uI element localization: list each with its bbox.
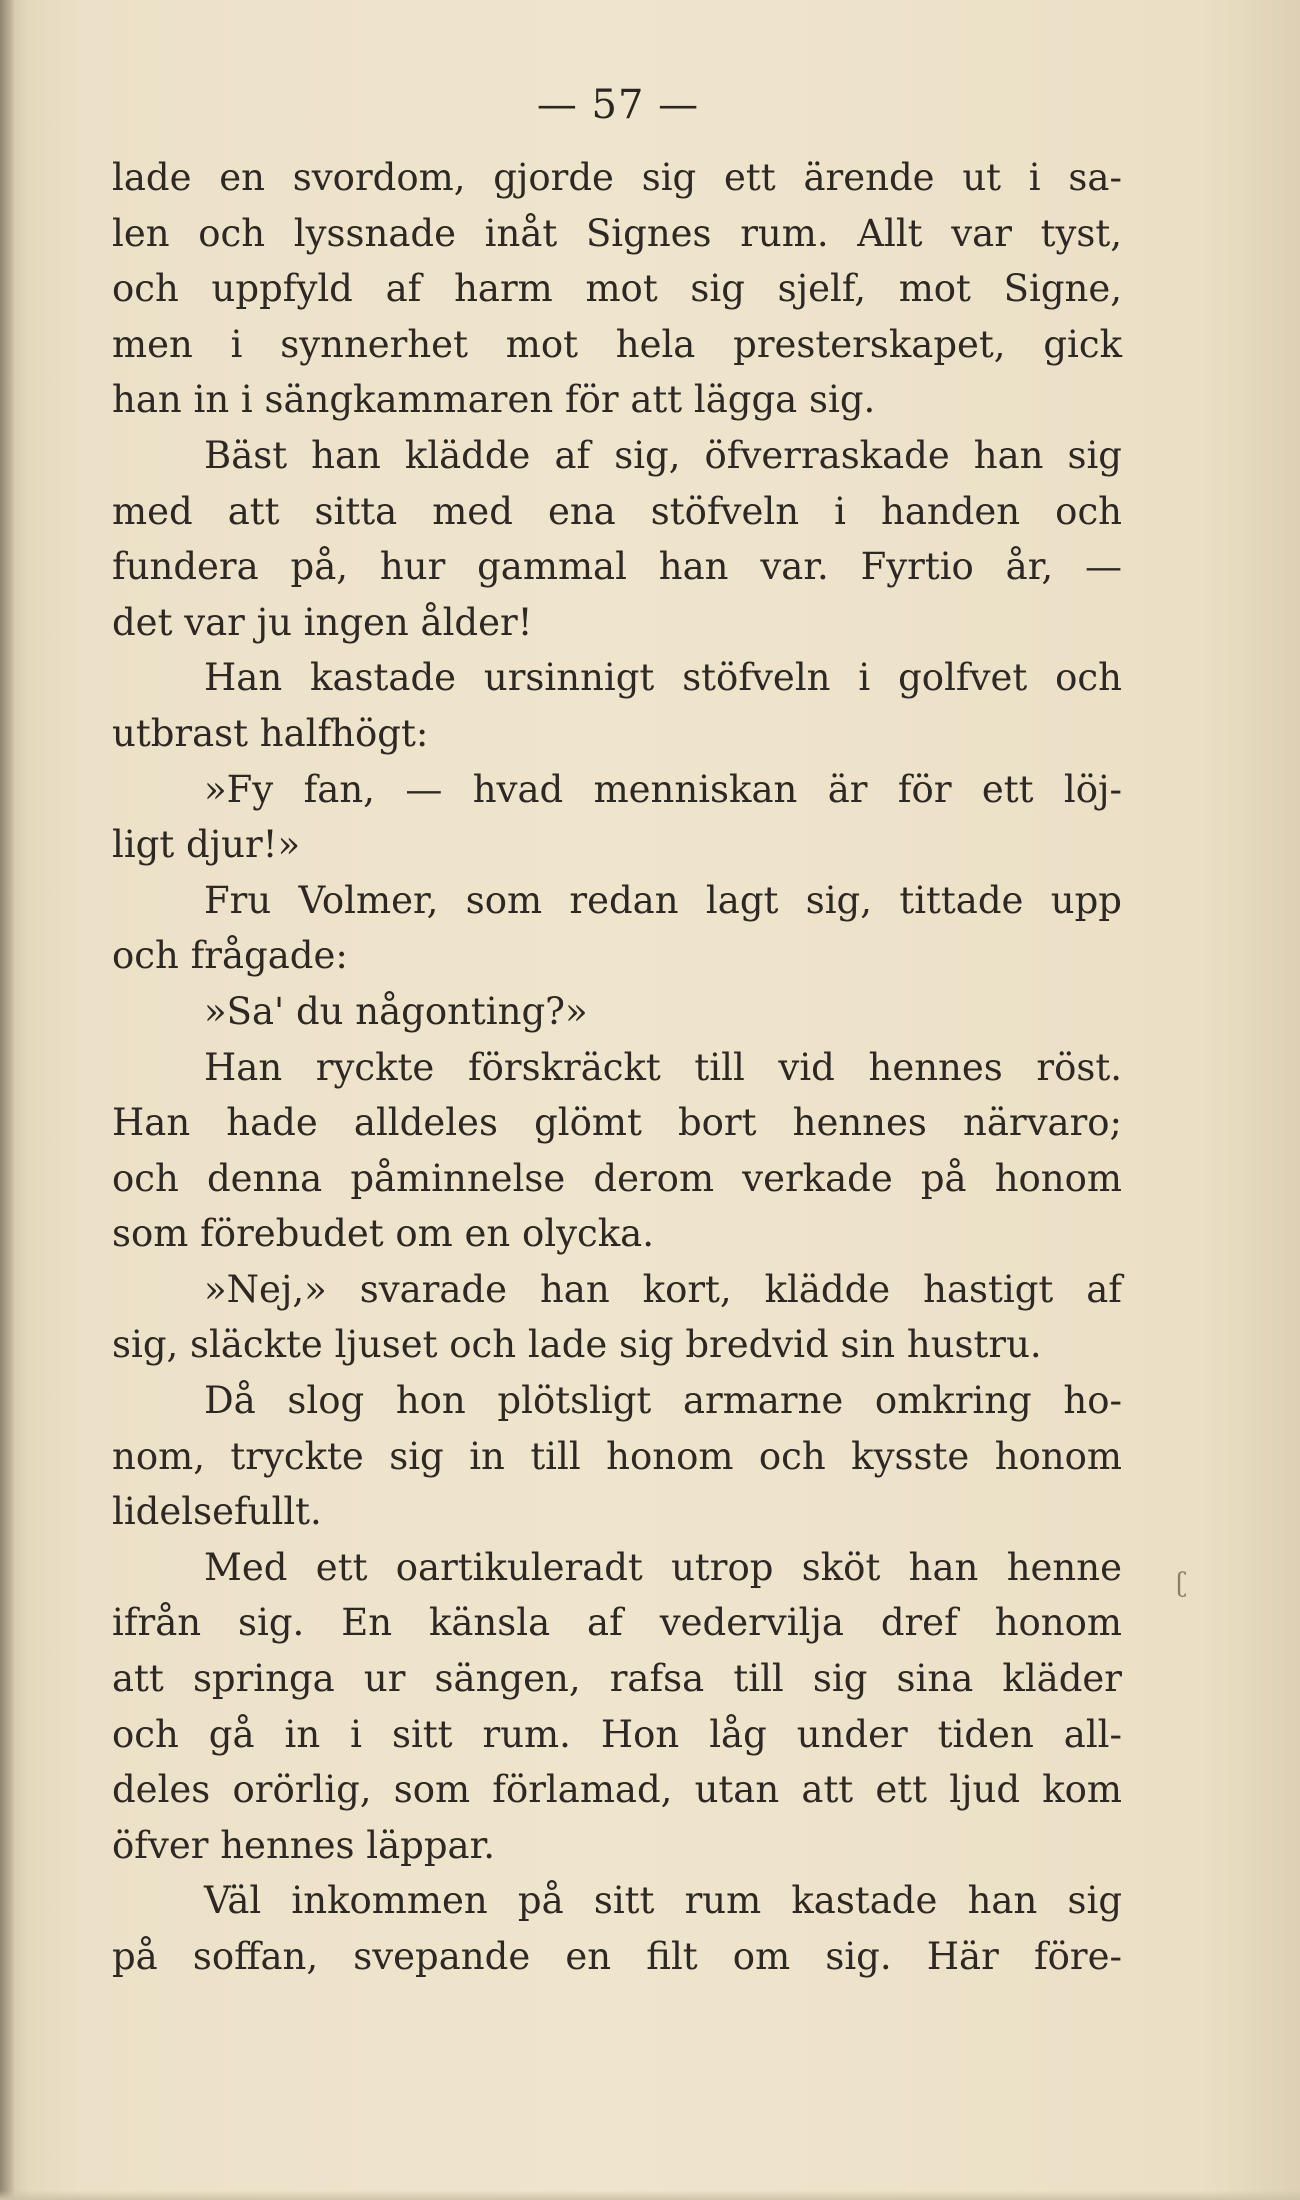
text-line: len och lyssnade inåt Signes rum. Allt var tyst,: [112, 211, 1122, 255]
text-line: och frågade:: [112, 934, 348, 978]
text-line: och uppfyld af harm mot sig sjelf, mot Signe,: [112, 267, 1122, 311]
text-line: öfver hennes läppar.: [112, 1823, 495, 1867]
text-line: Fru Volmer, som redan lagt sig, tittade upp: [204, 878, 1122, 922]
text-line: och gå in i sitt rum. Hon låg under tiden all-: [112, 1712, 1122, 1756]
text-line: som förebudet om en olycka.: [112, 1212, 654, 1256]
text-line: på soffan, svepande en filt om sig. Här före-: [112, 1935, 1122, 1978]
text-line: Med ett oartikuleradt utrop sköt han henne: [204, 1545, 1122, 1589]
text-line: Han hade alldeles glömt bort hennes närvaro;: [112, 1101, 1122, 1145]
text-line: »Nej,» svarade han kort, klädde hastigt af: [204, 1267, 1122, 1311]
text-line: men i synnerhet mot hela presterskapet, gick: [112, 322, 1122, 366]
margin-mark: ʗ: [1176, 1568, 1187, 1598]
text-line: ifrån sig. En känsla af vedervilja dref honom: [112, 1601, 1122, 1645]
text-line: att springa ur sängen, rafsa till sig sina kläder: [112, 1657, 1122, 1701]
text-line: ligt djur!»: [112, 823, 301, 867]
text-line: »Sa' du någonting?»: [204, 989, 588, 1033]
text-line: sig, släckte ljuset och lade sig bredvid sin hustru.: [112, 1323, 1042, 1367]
text-line: fundera på, hur gammal han var. Fyrtio år, —: [112, 545, 1122, 589]
text-line: med att sitta med ena stöfveln i handen och: [112, 489, 1122, 533]
text-line: Han kastade ursinnigt stöfveln i golfvet och: [204, 656, 1122, 700]
text-line: Bäst han klädde af sig, öfverraskade han sig: [204, 433, 1122, 477]
text-line: han in i sängkammaren för att lägga sig.: [112, 378, 876, 422]
page-number: — 57 —: [536, 82, 700, 128]
text-line: nom, tryckte sig in till honom och kysste honom: [112, 1434, 1122, 1478]
text-line: utbrast halfhögt:: [112, 711, 429, 755]
text-line: lade en svordom, gjorde sig ett ärende ut i sa-: [112, 156, 1122, 199]
body-text: [112, 150, 1122, 1985]
text-line: Då slog hon plötsligt armarne omkring ho-: [204, 1379, 1122, 1423]
text-line: deles orörlig, som förlamad, utan att ett ljud kom: [112, 1768, 1122, 1812]
text-line: Väl inkommen på sitt rum kastade han sig: [204, 1879, 1122, 1923]
text-line: lidelsefullt.: [112, 1490, 322, 1534]
text-line: det var ju ingen ålder!: [112, 600, 533, 644]
text-line: och denna påminnelse derom verkade på honom: [112, 1156, 1122, 1200]
text-line: Han ryckte förskräckt till vid hennes röst.: [204, 1045, 1122, 1089]
text-line: »Fy fan, — hvad menniskan är för ett löj-: [204, 767, 1122, 811]
